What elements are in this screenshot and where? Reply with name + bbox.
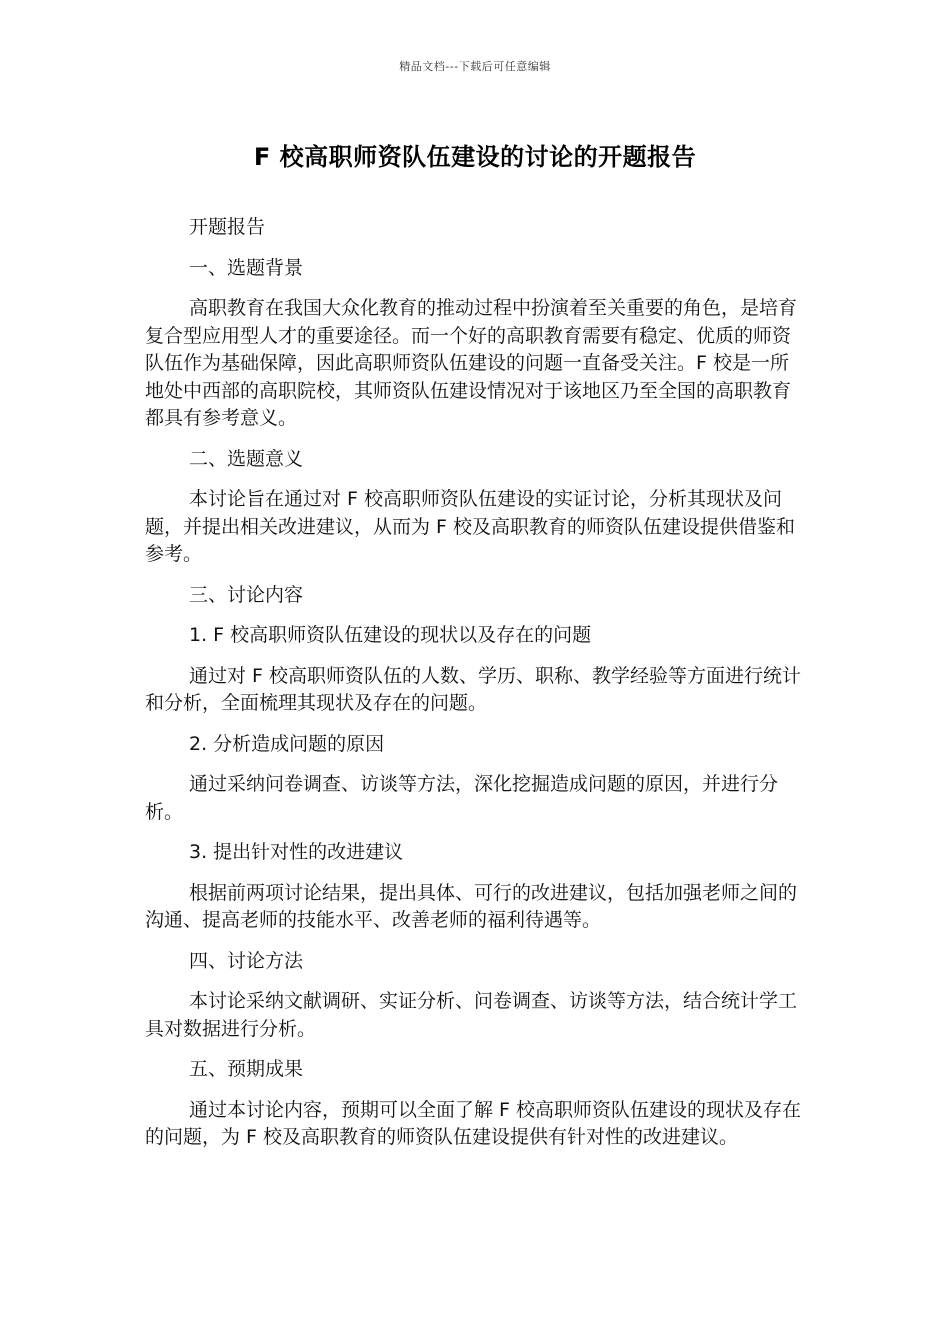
header-note: 精品文档---下载后可任意编辑 <box>399 60 551 73</box>
section-heading-methods: 四、讨论方法 <box>189 949 304 972</box>
document-body <box>145 214 805 1165</box>
subheading-status: 1. F 校高职师资队伍建设的现状以及存在的问题 <box>189 624 592 646</box>
paragraph-significance: 本讨论旨在通过对 F 校高职师资队伍建设的实证讨论，分析其现状及问题，并提出相关改进建议，从而为 F 校及高职教育的师资队伍建设提供借鉴和参考。 <box>145 488 796 565</box>
section-heading-background: 一、选题背景 <box>189 256 304 279</box>
paragraph-causes: 通过采纳问卷调查、访谈等方法，深化挖掘造成问题的原因，并进行分析。 <box>145 773 779 823</box>
section-heading-report: 开题报告 <box>189 216 266 238</box>
subheading-causes: 2. 分析造成问题的原因 <box>189 732 385 755</box>
subheading-suggestions: 3. 提出针对性的改进建议 <box>189 841 404 863</box>
document-title: F 校高职师资队伍建设的讨论的开题报告 <box>253 143 697 171</box>
paragraph-outcomes: 通过本讨论内容，预期可以全面了解 F 校高职师资队伍建设的现状及存在的问题，为 F 校及高职教育的师资队伍建设提供有针对性的改进建议。 <box>145 1098 802 1148</box>
section-heading-outcomes: 五、预期成果 <box>189 1058 304 1080</box>
paragraph-status: 通过对 F 校高职师资队伍的人数、学历、职称、教学经验等方面进行统计和分析，全面梳理其现状及存在的问题。 <box>145 664 802 714</box>
paragraph-suggestions: 根据前两项讨论结果，提出具体、可行的改进建议，包括加强老师之间的沟通、提高老师的技能水平、改善老师的福利待遇等。 <box>145 881 798 931</box>
section-heading-content: 三、讨论内容 <box>189 583 304 606</box>
paragraph-background: 高职教育在我国大众化教育的推动过程中扮演着至关重要的角色，是培育复合型应用型人才的重要途径。而一个好的高职教育需要有稳定、优质的师资队伍作为基础保障，因此高职师资队伍建设的问题一直备受关注。F 校是一所地处中西部的高职院校，其师资队伍建设情况对于该地区乃至全国的高职教育都具有参考意义。 <box>145 297 798 429</box>
paragraph-methods: 本讨论采纳文献调研、实证分析、问卷调查、访谈等方法，结合统计学工具对数据进行分析。 <box>145 990 798 1040</box>
section-heading-significance: 二、选题意义 <box>189 447 304 470</box>
